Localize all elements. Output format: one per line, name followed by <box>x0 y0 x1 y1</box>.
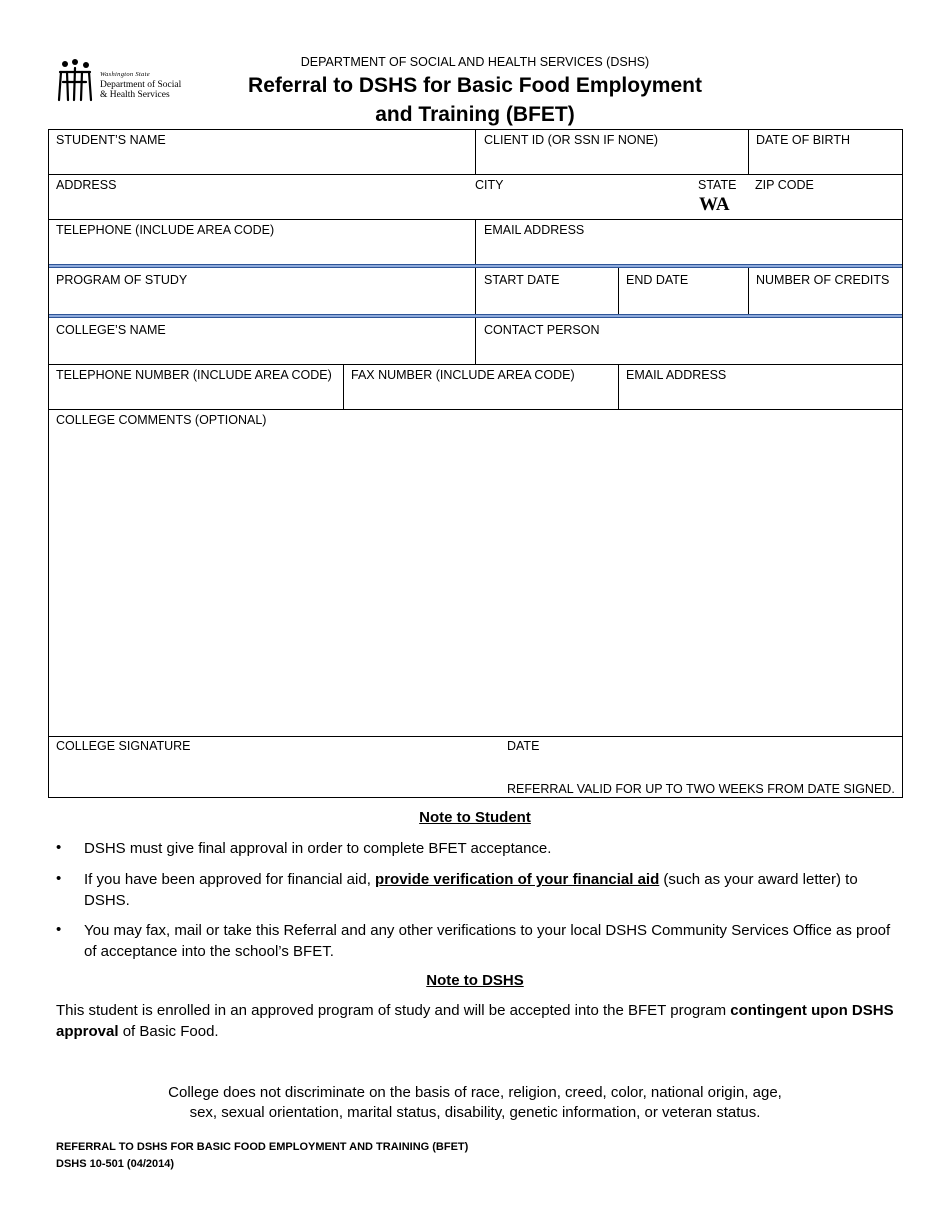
college-signature-label: COLLEGE SIGNATURE <box>56 739 191 753</box>
zip-code-field[interactable] <box>752 193 900 217</box>
zip-code-label: ZIP CODE <box>755 178 814 192</box>
number-of-credits-label: NUMBER OF CREDITS <box>756 273 890 287</box>
col-divider <box>748 130 749 174</box>
footer-form-number: DSHS 10-501 (04/2014) <box>56 1158 175 1170</box>
end-date-label: END DATE <box>626 273 689 287</box>
college-comments-field[interactable] <box>51 430 900 732</box>
nondiscrimination-line-1: College does not discriminate on the basis of race, religion, creed, color, national origin, age, <box>168 1084 782 1101</box>
form-footer <box>56 1139 468 1173</box>
college-signature-field[interactable] <box>51 754 491 778</box>
telephone-field[interactable] <box>51 238 471 262</box>
dshs-note-text-end: of Basic Food. <box>118 1023 219 1040</box>
college-comments-label: COLLEGE COMMENTS (OPTIONAL) <box>56 413 267 427</box>
state-value: WA <box>699 194 730 215</box>
address-label: ADDRESS <box>56 178 117 192</box>
email-address-field[interactable] <box>479 238 900 262</box>
logo-wordmark <box>100 70 181 100</box>
student-note-item-2 <box>84 869 904 911</box>
state-label: STATE <box>698 178 737 192</box>
number-of-credits-field[interactable] <box>752 288 900 312</box>
form-title-line-2: and Training (BFET) <box>375 103 575 126</box>
row-divider <box>49 364 902 365</box>
footer-form-title: REFERRAL TO DSHS FOR BASIC FOOD EMPLOYMENT AND TRAINING (BFET) <box>56 1141 469 1153</box>
col-divider <box>475 219 476 264</box>
item-2-text-end: (such as your award letter) to DSHS. <box>84 871 858 909</box>
date-label: DATE <box>507 739 540 753</box>
item-2-text-start: If you have been approved for financial aid, <box>84 871 376 888</box>
row-divider <box>49 409 902 410</box>
col-divider <box>343 364 344 409</box>
end-date-field[interactable] <box>622 288 744 312</box>
note-to-student-heading: Note to Student <box>419 809 531 826</box>
contact-person-field[interactable] <box>479 338 900 362</box>
colleges-name-field[interactable] <box>51 338 471 362</box>
bullet-icon: • <box>56 921 62 938</box>
student-note-item-3: You may fax, mail or take this Referral and any other verifications to your local DSHS Community Services Office as proof of acceptance into the school’s BFET. <box>84 922 891 960</box>
dshs-note-emphasis: contingent upon DSHS approval <box>56 1002 894 1040</box>
fax-number-label: FAX NUMBER (INCLUDE AREA CODE) <box>351 368 575 382</box>
col-divider <box>475 130 476 174</box>
students-name-label: STUDENT’S NAME <box>56 133 166 147</box>
college-telephone-label: TELEPHONE NUMBER (INCLUDE AREA CODE) <box>56 368 332 382</box>
logo-small-text: Washington State <box>100 71 150 78</box>
dshs-note-text <box>56 1000 906 1042</box>
form-title <box>175 71 775 129</box>
form-title-line-1: Referral to DSHS for Basic Food Employment <box>248 74 702 97</box>
program-of-study-label: PROGRAM OF STUDY <box>56 273 188 287</box>
col-divider <box>475 268 476 314</box>
bullet-icon: • <box>56 839 62 856</box>
college-telephone-field[interactable] <box>51 383 339 407</box>
city-field[interactable] <box>475 193 695 217</box>
row-divider <box>49 174 902 175</box>
col-divider <box>748 268 749 314</box>
client-id-label: CLIENT ID (OR SSN IF NONE) <box>484 133 659 147</box>
fax-number-field[interactable] <box>347 383 614 407</box>
program-of-study-field[interactable] <box>51 288 471 312</box>
students-name-field[interactable] <box>51 148 471 172</box>
college-email-field[interactable] <box>622 383 900 407</box>
note-to-dshs-heading: Note to DSHS <box>426 972 524 989</box>
date-field[interactable] <box>507 754 897 774</box>
dshs-note-text-start: This student is enrolled in an approved program of study and will be accepted into the BFET program <box>56 1002 731 1019</box>
telephone-label: TELEPHONE (INCLUDE AREA CODE) <box>56 223 275 237</box>
city-label: CITY <box>475 178 504 192</box>
date-of-birth-field[interactable] <box>752 148 900 172</box>
nondiscrimination-statement <box>0 1083 950 1123</box>
item-2-emphasis: provide verification of your financial aid <box>375 871 660 888</box>
student-note-item-1: DSHS must give final approval in order to complete BFET acceptance. <box>84 840 552 857</box>
referral-valid-note: REFERRAL VALID FOR UP TO TWO WEEKS FROM DATE SIGNED. <box>507 782 895 796</box>
referral-form <box>48 129 903 798</box>
col-divider <box>475 318 476 364</box>
nondiscrimination-line-2: sex, sexual orientation, marital status, disability, genetic information, or veteran status. <box>189 1104 761 1121</box>
logo-line-1: Department of Social <box>100 80 182 90</box>
bullet-icon: • <box>56 870 62 887</box>
client-id-field[interactable] <box>479 148 744 172</box>
start-date-field[interactable] <box>479 288 614 312</box>
agency-name: DEPARTMENT OF SOCIAL AND HEALTH SERVICES (DSHS) <box>300 55 650 69</box>
col-divider <box>618 364 619 409</box>
logo-line-2: & Health Services <box>100 90 170 100</box>
col-divider <box>618 268 619 314</box>
contact-person-label: CONTACT PERSON <box>484 323 600 337</box>
college-email-label: EMAIL ADDRESS <box>626 368 727 382</box>
email-address-label: EMAIL ADDRESS <box>484 223 585 237</box>
address-field[interactable] <box>51 193 471 217</box>
date-of-birth-label: DATE OF BIRTH <box>756 133 850 147</box>
colleges-name-label: COLLEGE’S NAME <box>56 323 166 337</box>
row-divider <box>49 736 902 737</box>
start-date-label: START DATE <box>484 273 560 287</box>
